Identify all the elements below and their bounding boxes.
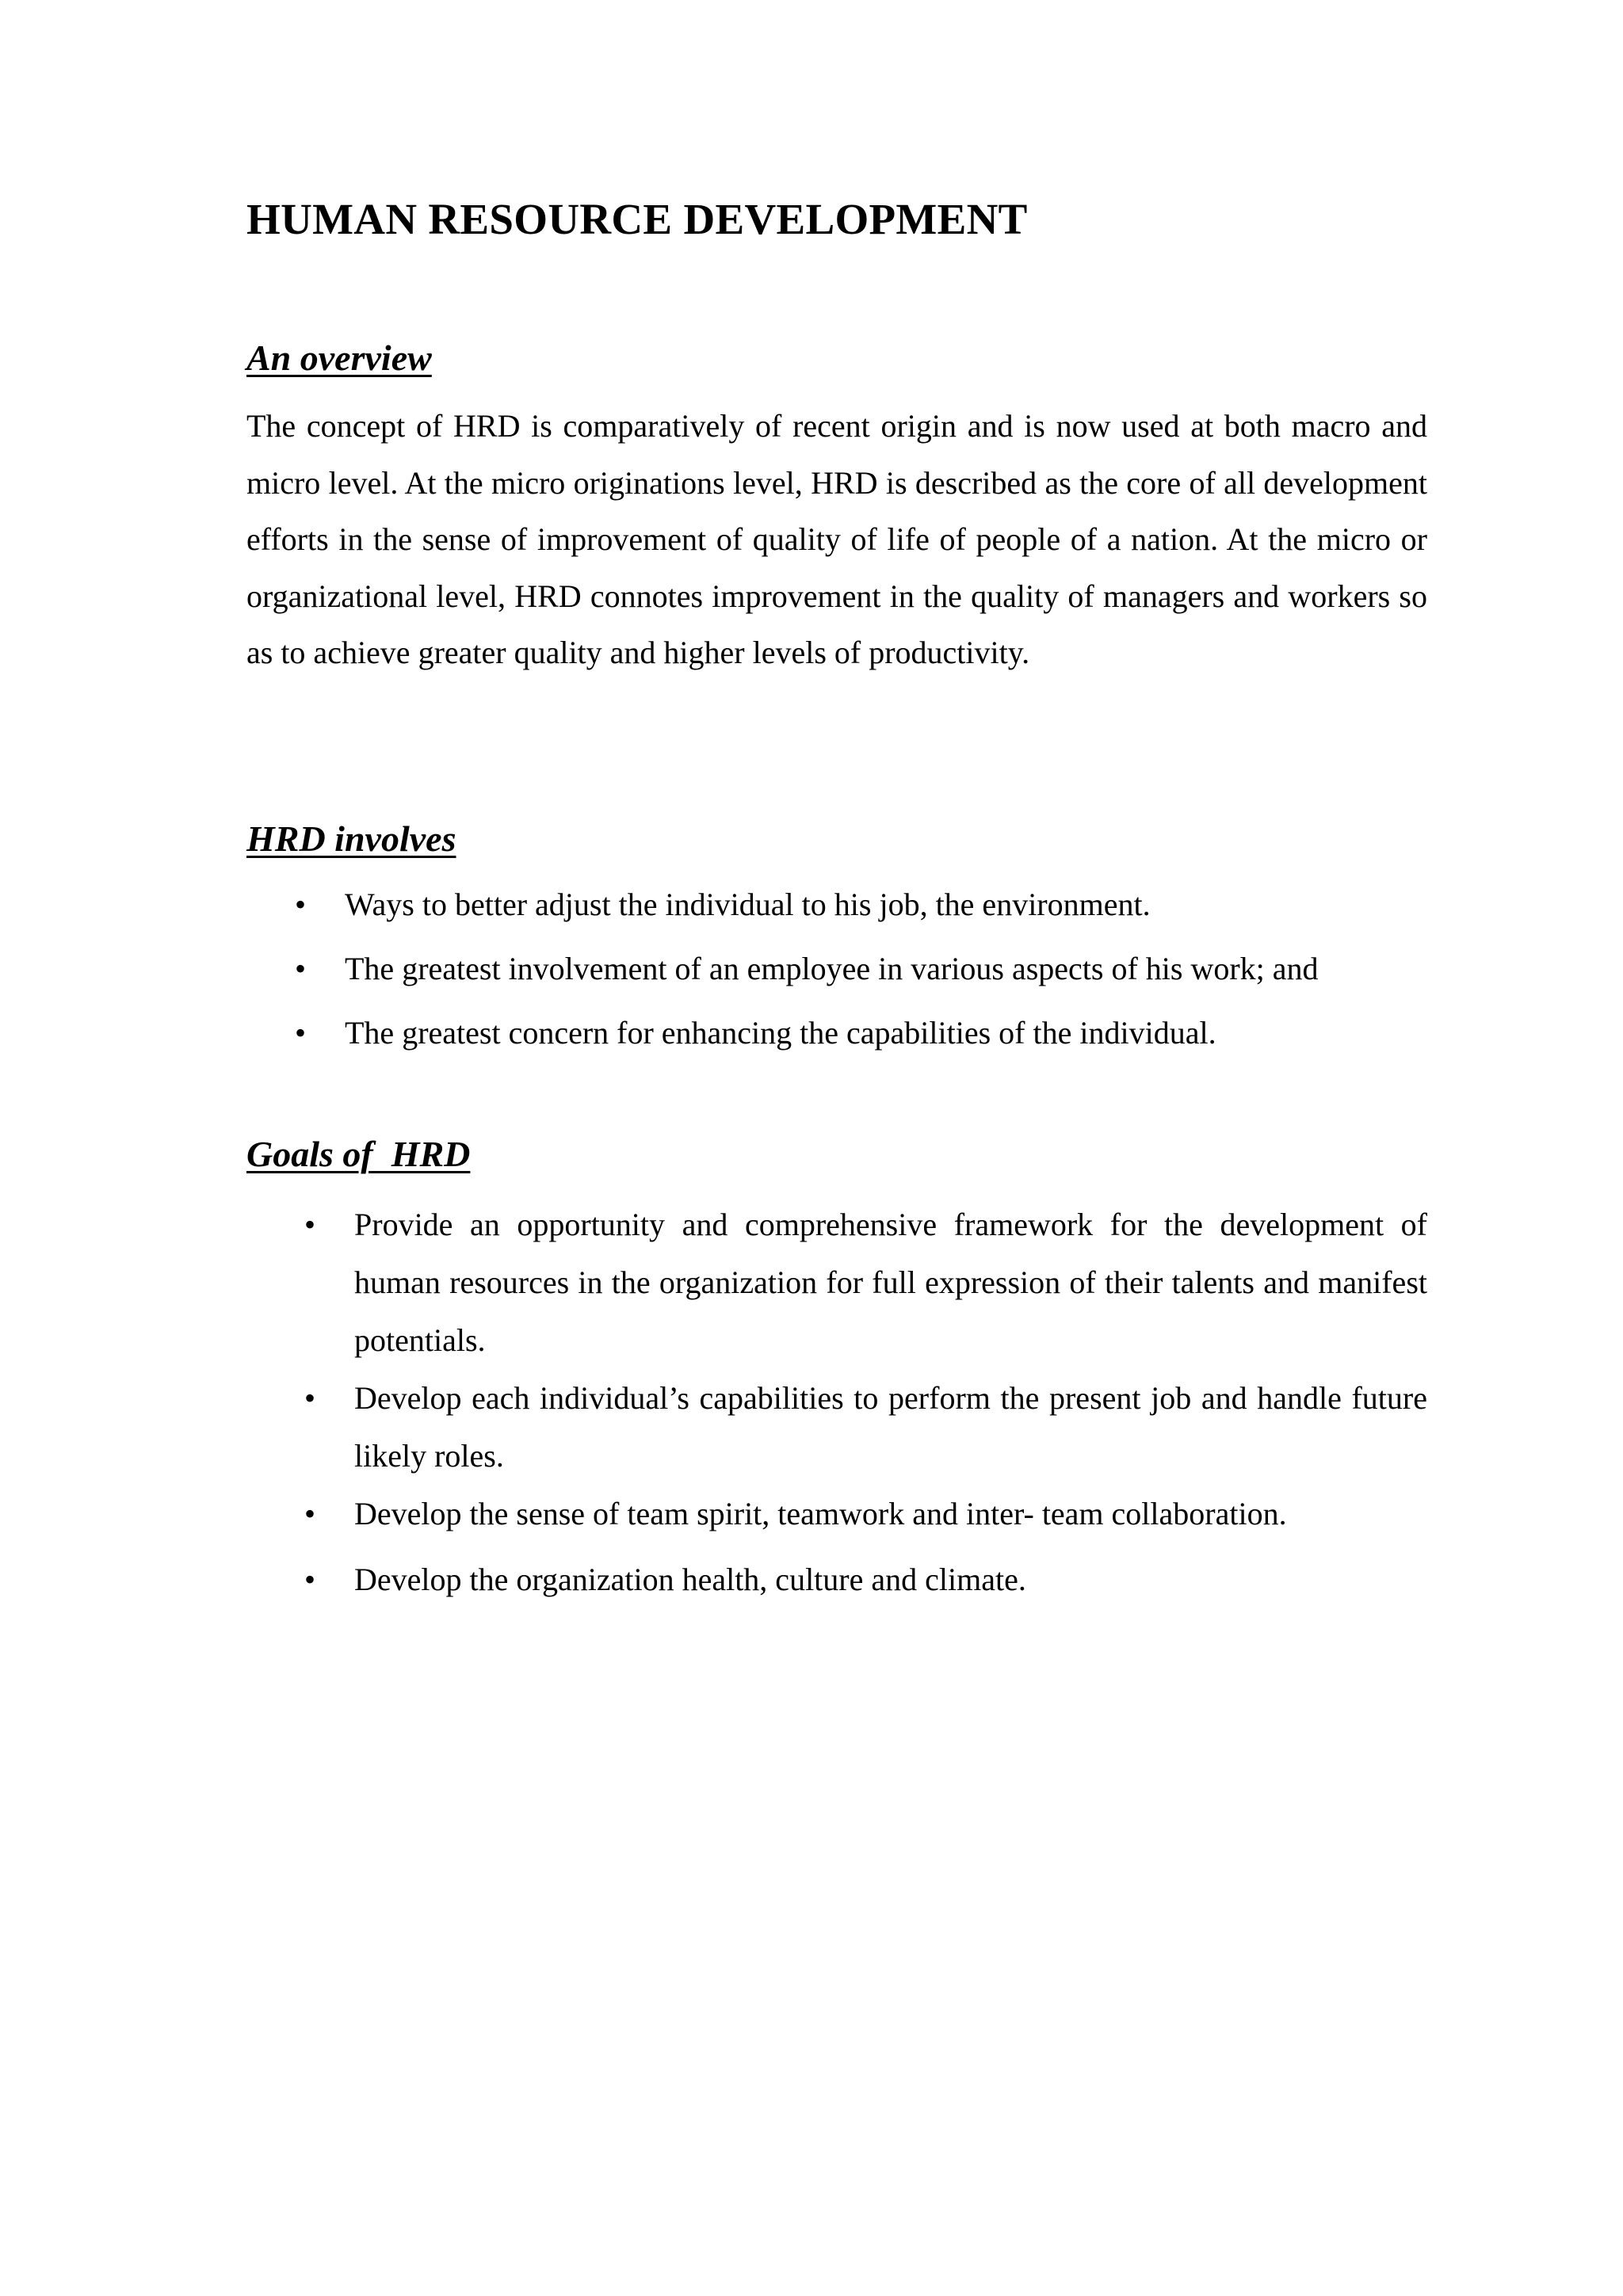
section-heading-goals-of-hrd: Goals of HRD: [246, 1134, 471, 1174]
bullet-icon: •: [295, 1015, 307, 1051]
list-item: [304, 1485, 1427, 1543]
bullet-icon: •: [304, 1207, 316, 1242]
list-item: [295, 945, 1427, 993]
list-item-text: Develop the organization health, culture and climate.: [354, 1562, 1026, 1597]
overview-paragraph: The concept of HRD is comparatively of recent origin and is now used at both macro and micro level. At the micro originations level, HRD is described as the core of all development efforts in the sense of improvement of quality of life of people of a nation. At the micro or organizational level, HRD connotes improvement in the quality of managers and workers so as to achieve greater quality and higher levels of productivity.: [246, 408, 1427, 670]
goals-of-hrd-list: [304, 1196, 1427, 1608]
list-item-text: The greatest involvement of an employee in various aspects of his work; and: [345, 951, 1319, 986]
list-item: [304, 1550, 1427, 1608]
list-item: [295, 1009, 1427, 1057]
list-item-text: Develop the sense of team spirit, teamwork and inter- team collaboration.: [354, 1496, 1287, 1531]
bullet-icon: •: [295, 887, 307, 922]
section-heading-overview: An overview: [246, 338, 432, 378]
bullet-icon: •: [304, 1380, 316, 1416]
list-item: [295, 881, 1427, 929]
bullet-icon: •: [295, 951, 307, 986]
bullet-icon: •: [304, 1562, 316, 1597]
list-item-text: Develop each individual’s capabilities to perform the present job and handle future likely roles.: [354, 1380, 1427, 1474]
hrd-involves-list: [295, 881, 1427, 1074]
list-item-text: Ways to better adjust the individual to his job, the environment.: [345, 887, 1151, 922]
list-item-text: Provide an opportunity and comprehensive framework for the development of human resources in the organization for full expression of their talents and manifest potentials.: [354, 1207, 1427, 1358]
list-item-text: The greatest concern for enhancing the capabilities of the individual.: [345, 1015, 1216, 1051]
section-heading-hrd-involves: HRD involves: [246, 818, 456, 859]
list-item: [304, 1369, 1427, 1485]
list-item: [304, 1196, 1427, 1369]
page-title: HUMAN RESOURCE DEVELOPMENT: [246, 195, 1028, 243]
bullet-icon: •: [304, 1496, 316, 1531]
